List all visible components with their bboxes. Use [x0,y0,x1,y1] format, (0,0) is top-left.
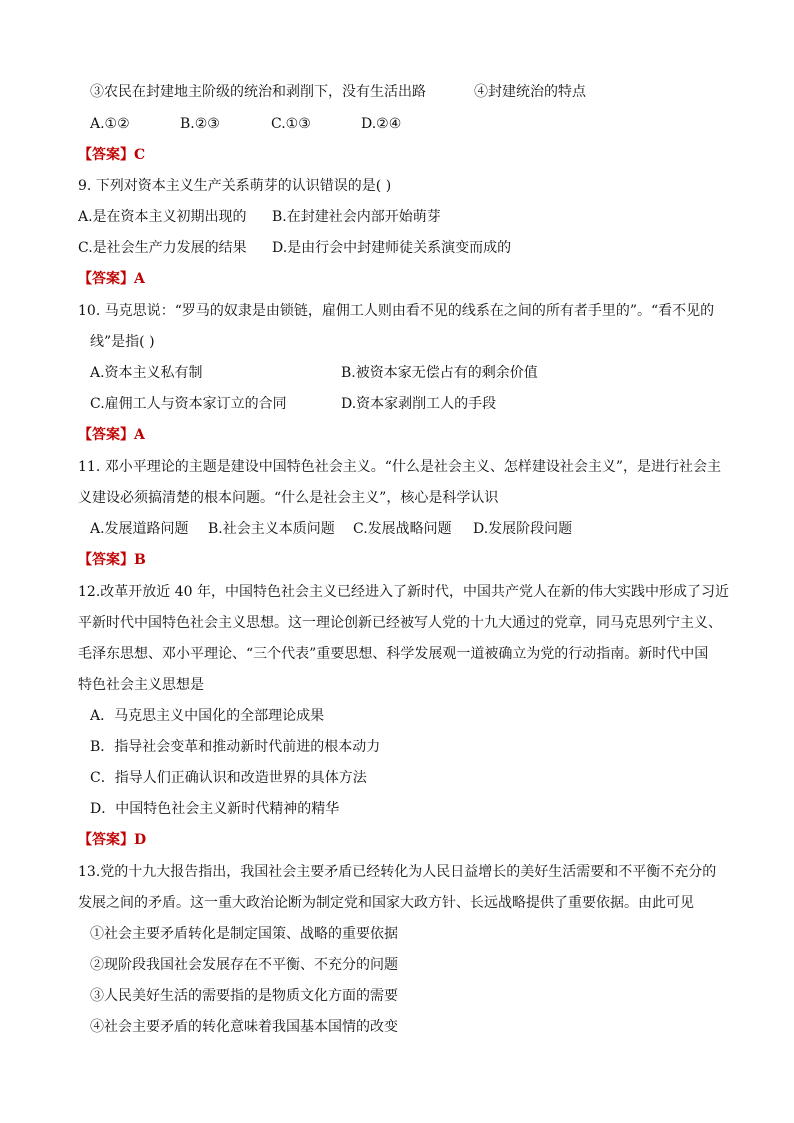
answer-value: B [134,552,146,568]
q9-option-d: D.是由行会中封建师徒关系演变而成的 [272,240,512,256]
q12-option-b: B．指导社会变革和推动新时代前进的根本动力 [90,739,381,755]
q12-answer [78,830,146,850]
q9-option-b: B.在封建社会内部开始萌芽 [272,209,441,225]
answer-value: D [134,832,147,848]
q10-option-c: C.雇佣工人与资本家订立的合同 [90,396,287,412]
q11-answer [78,550,146,570]
answer-value: A [134,427,145,443]
answer-label: 【答案】 [78,147,134,163]
q12-stem-line-2: 平新时代中国特色社会主义思想。这一理论创新已经被写人党的十九大通过的党章，同马克思列宁主义、 [78,615,722,631]
q8-option-a: A.①② [90,116,130,132]
q11-stem-line-2: 义建设必须搞清楚的根本问题。“什么是社会主义”，核心是科学认识 [78,490,499,506]
q13-stem-line-1: 13.党的十九大报告指出，我国社会主要矛盾已经转化为人民日益增长的美好生活需要和不平衡不充分的 [78,864,717,880]
q12-stem-line-1: 12.改革开放近 40 年，中国特色社会主义已经进入了新时代，中国共产党人在新的伟大实践中形成了习近 [78,584,729,600]
q11-option-c: C.发展战略问题 [353,521,452,537]
answer-label: 【答案】 [78,832,134,848]
answer-value: A [134,271,145,287]
q8-option-b: B.②③ [180,116,220,132]
answer-label: 【答案】 [78,552,134,568]
q11-option-d: D.发展阶段问题 [473,521,573,537]
answer-value: C [134,147,146,163]
q9-option-a: A.是在资本主义初期出现的 [78,209,247,225]
q10-stem-line-2: 线”是指( ) [90,334,155,350]
q13-statement-3: ③人民美好生活的需要指的是物质文化方面的需要 [90,988,398,1004]
q13-statement-2: ②现阶段我国社会发展存在不平衡、不充分的问题 [90,957,398,973]
q9-stem: 9. 下列对资本主义生产关系萌芽的认识错误的是( ) [78,178,392,194]
q10-option-a: A.资本主义私有制 [90,365,203,381]
q8-answer [78,145,145,165]
q8-option-d: D.②④ [361,116,402,132]
q9-answer [78,269,145,289]
q8-statement-4: ④封建统治的特点 [474,84,586,100]
q13-statement-4: ④社会主要矛盾的转化意味着我国基本国情的改变 [90,1019,398,1035]
q12-option-a: A．马克思主义中国化的全部理论成果 [90,708,325,724]
q11-option-b: B.社会主义本质问题 [208,521,335,537]
q12-stem-line-4: 特色社会主义思想是 [78,677,204,693]
q8-option-c: C.①③ [271,116,311,132]
q12-option-c: C．指导人们正确认识和改造世界的具体方法 [90,770,367,786]
q12-option-d: D．中国特色社会主义新时代精神的精华 [90,801,340,817]
q10-answer [78,425,145,445]
q10-option-d: D.资本家剥削工人的手段 [341,396,497,412]
q13-stem-line-2: 发展之间的矛盾。这一重大政治论断为制定党和国家大政方针、长远战略提供了重要依据。由此可见 [78,895,694,911]
answer-label: 【答案】 [78,271,134,287]
q10-option-b: B.被资本家无偿占有的剩余价值 [341,365,538,381]
q12-stem-line-3: 毛泽东思想、邓小平理论、“三个代表”重要思想、科学发展观一道被确立为党的行动指南。新时代中国 [78,646,709,662]
q9-option-c: C.是社会生产力发展的结果 [78,240,247,256]
q13-statement-1: ①社会主要矛盾转化是制定国策、战略的重要依据 [90,926,398,942]
q11-stem-line-1: 11. 邓小平理论的主题是建设中国特色社会主义。“什么是社会主义、怎样建设社会主义”，是进行社会主 [78,459,722,475]
q11-option-a: A.发展道路问题 [90,521,189,537]
answer-label: 【答案】 [78,427,134,443]
q8-statement-3: ③农民在封建地主阶级的统治和剥削下，没有生活出路 [90,84,426,100]
q10-stem-line-1: 10. 马克思说：“罗马的奴隶是由锁链，雇佣工人则由看不见的线系在之间的所有者手里的”。“看不见的 [78,303,715,319]
